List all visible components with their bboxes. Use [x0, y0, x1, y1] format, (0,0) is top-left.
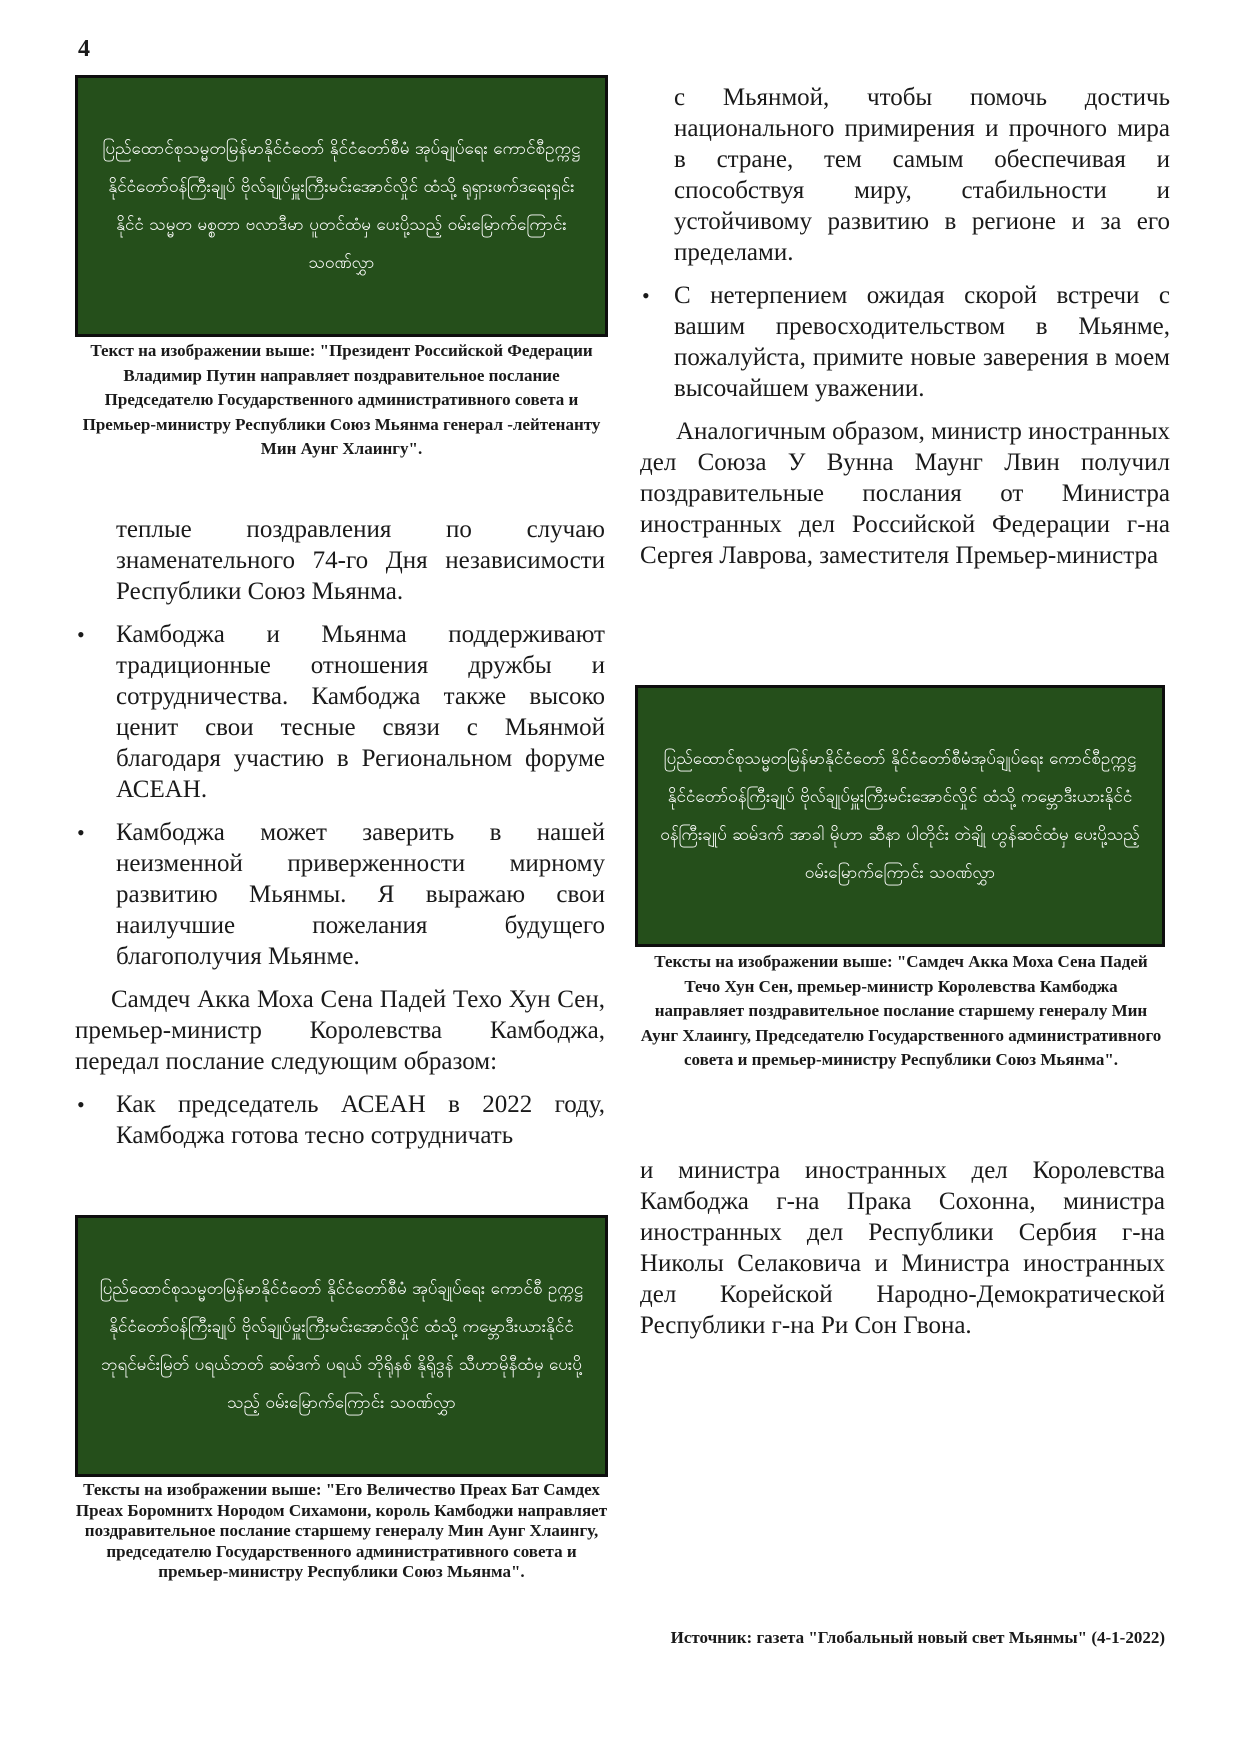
bullet-icon: • — [77, 622, 85, 647]
list-item: • Как председатель АСЕАН в 2022 году, Камбоджа готова тесно сотрудничать — [77, 1091, 605, 1149]
hun-sen-paragraph: Самдеч Акка Моха Сена Падей Техо Хун Сен, премьер-министр Королевства Камбоджа, передал послание следующим образом: — [75, 986, 605, 1075]
minister-paragraph: Аналогичным образом, министр иностранных дел Союза У Вунна Маунг Лвин получил поздравительные послания от Министра иностранных дел Российской Федерации г-на Сергея Лаврова, заместителя Премьер-министра — [640, 418, 1170, 569]
image-caption-2: Тексты на изображении выше: "Самдеч Акка Моха Сена Падей Течо Хун Сен, премьер-министр Королевства Камбоджа направляет поздравительное послание старшему генералу Мин Аунг Хлаингу, Председателю Государственного административного совета и премьер-министру Республики Союз Мьянма". — [640, 952, 1162, 1069]
continuation-paragraph: теплые поздравления по случаю знаменательного 74-го Дня независимости Республики Союз Мьянма. — [116, 516, 605, 605]
image-caption-1: Текст на изображении выше: "Президент Российской Федерации Владимир Путин направляет поздравительное послание Председателю Государственного административного совета и Премьер-министру Республики Союз Мьянма генерал -лейтенанту Мин Аунг Хлаингу". — [82, 341, 601, 458]
left-column-text — [75, 514, 605, 1151]
burmese-text: ပြည်ထောင်စုသမ္မတမြန်မာနိုင်ငံတော် နိုင်ငံတော်စီမံ အုပ်ချုပ်ရေး ကောင်စီဥက္ကဋ္ဌ နိုင်ငံတော်ဝန်ကြီးချုပ် ဗိုလ်ချုပ်မှူးကြီးမင်းအောင်လှိုင် ထံသို့ ရုရှားဖက်ဒရေးရှင်းနိုင်ငံ သမ္မတ မစ္စတာ ဗလာဒီမာ ပူတင်ထံမှ ပေးပို့သည့် ဝမ်းမြောက်ကြောင်း သဝဏ်လွှာ — [102, 139, 581, 273]
bullet-icon: • — [77, 820, 85, 845]
image-box-hun-sen-message — [635, 685, 1165, 947]
right-column-text-top — [640, 82, 1170, 571]
image-caption-3: Тексты на изображении выше: "Его Величество Преах Бат Самдех Преах Боромнитх Нородом Сихамони, король Камбоджи направляет поздравительное послание старшему генералу Мин Аунг Хлаингу, председателю Государственного административного совета и премьер-министру Республики Союз Мьянма". — [75, 1480, 608, 1581]
list-item: • Камбоджа и Мьянма поддерживают традиционные отношения дружбы и сотрудничества. Камбоджа также высоко ценит свои тесные связи с Мьянмой благодаря участию в Региональном форуме АСЕАН. — [77, 621, 605, 803]
list-item: • Камбоджа может заверить в нашей неизменной приверженности мирному развитию Мьянмы. Я выражаю свои наилучшие пожелания будущего благополучия Мьянме. — [77, 819, 605, 970]
page-number: 4 — [78, 36, 90, 62]
continuation-paragraph-2: и министра иностранных дел Королевства Камбоджа г-на Прака Сохонна, министра иностранных дел Республики Сербия г-на Николы Селаковича и Министра иностранных дел Корейской Народно-Демократической Республики г-на Ри Сон Гвона. — [640, 1157, 1165, 1339]
right-column-text-bottom — [640, 1155, 1165, 1341]
continuation-paragraph: с Мьянмой, чтобы помочь достичь национального примирения и прочного мира в стране, тем самым обеспечивая и способствуя миру, стабильности и устойчивому развитию в регионе и за его пределами. — [674, 84, 1170, 266]
bullet-icon: • — [642, 283, 650, 308]
list-item: • С нетерпением ожидая скорой встречи с вашим превосходительством в Мьянме, пожалуйста, примите новые заверения в моем высочайшем уважении. — [642, 282, 1170, 402]
image-box-king-message — [75, 1215, 608, 1477]
image-box-putin-message — [75, 75, 608, 337]
source-note: Источник: газета "Глобальный новый свет Мьянмы" (4-1-2022) — [670, 1628, 1165, 1647]
bullet-icon: • — [77, 1092, 85, 1117]
burmese-text: ပြည်ထောင်စုသမ္မတမြန်မာနိုင်ငံတော် နိုင်ငံတော်စီမံ အုပ်ချုပ်ရေး ကောင်စီ ဥက္ကဋ္ဌ နိုင်ငံတော်ဝန်ကြီးချုပ် ဗိုလ်ချုပ်မှူးကြီးမင်းအောင်လှိုင် ထံသို့ ကမ္ဘောဒီးယားနိုင်ငံ ဘုရင်မင်းမြတ် ပရယ်ဘတ် ဆမ်ဒက် ပရယ် ဘိုရိုနစ် နိုရိုဒွန် သီဟာမိုနီထံမှ ပေးပို့သည့် ဝမ်းမြောက်ကြောင်း သဝဏ်လွှာ — [99, 1279, 584, 1413]
burmese-text: ပြည်ထောင်စုသမ္မတမြန်မာနိုင်ငံတော် နိုင်ငံတော်စီမံအုပ်ချုပ်ရေး ကောင်စီဥက္ကဋ္ဌ နိုင်ငံတော်ဝန်ကြီးချုပ် ဗိုလ်ချုပ်မှူးကြီးမင်းအောင်လှိုင် ထံသို့ ကမ္ဘောဒီးယားနိုင်ငံ ဝန်ကြီးချုပ် ဆမ်ဒက် အာခါ မိုဟာ ဆီနာ ပါတိုင်း တဲချို ဟွန်ဆင်ထံမှ ပေးပို့သည့် ဝမ်းမြောက်ကြောင်း သဝဏ်လွှာ — [660, 749, 1140, 883]
